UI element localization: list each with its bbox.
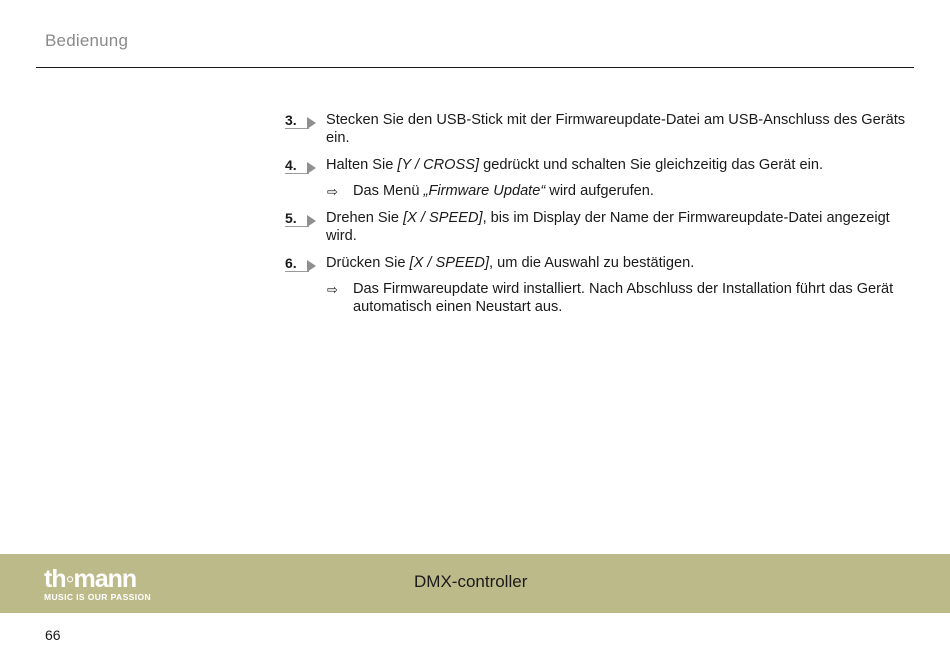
- step-number: 6.: [285, 255, 297, 271]
- step-marker: [285, 209, 319, 229]
- step-5: [285, 209, 911, 245]
- result-arrow-icon: ⇨: [327, 184, 338, 199]
- step-arrow-icon: [307, 117, 316, 129]
- text-segment: , bis im Display der Name der Firmwareupdate-Datei angezeigt wird.: [326, 210, 890, 244]
- step-4: [285, 156, 911, 174]
- menu-reference: „Firmware Update“: [423, 183, 546, 199]
- step-3: [285, 111, 911, 147]
- text-segment: wird aufgerufen.: [545, 183, 654, 199]
- text-segment: gedrückt und schalten Sie gleichzeitig das Gerät ein.: [479, 157, 824, 173]
- section-title: Bedienung: [45, 31, 129, 50]
- step-text: [326, 112, 905, 146]
- thomann-logo: [44, 566, 151, 602]
- text-segment: Das Firmwareupdate wird installiert. Nach Abschluss der Installation führt das Gerät automatisch einen Neustart aus.: [353, 281, 894, 315]
- step-text: [326, 255, 694, 271]
- step-arrow-icon: [307, 162, 316, 174]
- logo-wordmark: th◦mann: [44, 565, 137, 593]
- step-arrow-icon: [307, 215, 316, 227]
- document-title: DMX-controller: [414, 572, 528, 591]
- key-reference: [Y / CROSS]: [397, 157, 480, 173]
- result-arrow-icon: ⇨: [327, 282, 338, 297]
- key-reference: [X / SPEED]: [403, 210, 483, 226]
- step-6: [285, 254, 911, 272]
- instruction-list: [285, 111, 911, 325]
- header-rule: [36, 67, 914, 68]
- step-underline: [285, 173, 309, 174]
- step-marker: [285, 111, 319, 131]
- key-reference: [X / SPEED]: [409, 255, 490, 271]
- text-segment: Drehen Sie: [326, 210, 404, 226]
- step-underline: [285, 128, 309, 129]
- text-segment: Drücken Sie: [326, 255, 410, 271]
- step-underline: [285, 226, 309, 227]
- step-number: 4.: [285, 157, 297, 173]
- text-segment: , um die Auswahl zu bestätigen.: [489, 255, 695, 271]
- step-number: 5.: [285, 210, 297, 226]
- step-number: 3.: [285, 112, 297, 128]
- step-marker: [285, 156, 319, 176]
- step-text: [326, 210, 890, 244]
- step-4-result: [285, 182, 911, 200]
- step-marker: [285, 254, 319, 274]
- result-text: [353, 281, 893, 315]
- step-arrow-icon: [307, 260, 316, 272]
- result-text: [353, 183, 654, 199]
- logo-tagline: MUSIC IS OUR PASSION: [44, 592, 152, 602]
- text-segment: Das Menü: [353, 183, 424, 199]
- text-segment: Stecken Sie den USB-Stick mit der Firmwareupdate-Datei am USB-Anschluss des Geräts ein.: [326, 112, 906, 146]
- text-segment: Halten Sie: [326, 157, 398, 173]
- step-6-result: [285, 280, 911, 316]
- step-text: [326, 157, 823, 173]
- footer-band: [0, 554, 950, 613]
- step-underline: [285, 271, 309, 272]
- page-number: 66: [45, 627, 61, 643]
